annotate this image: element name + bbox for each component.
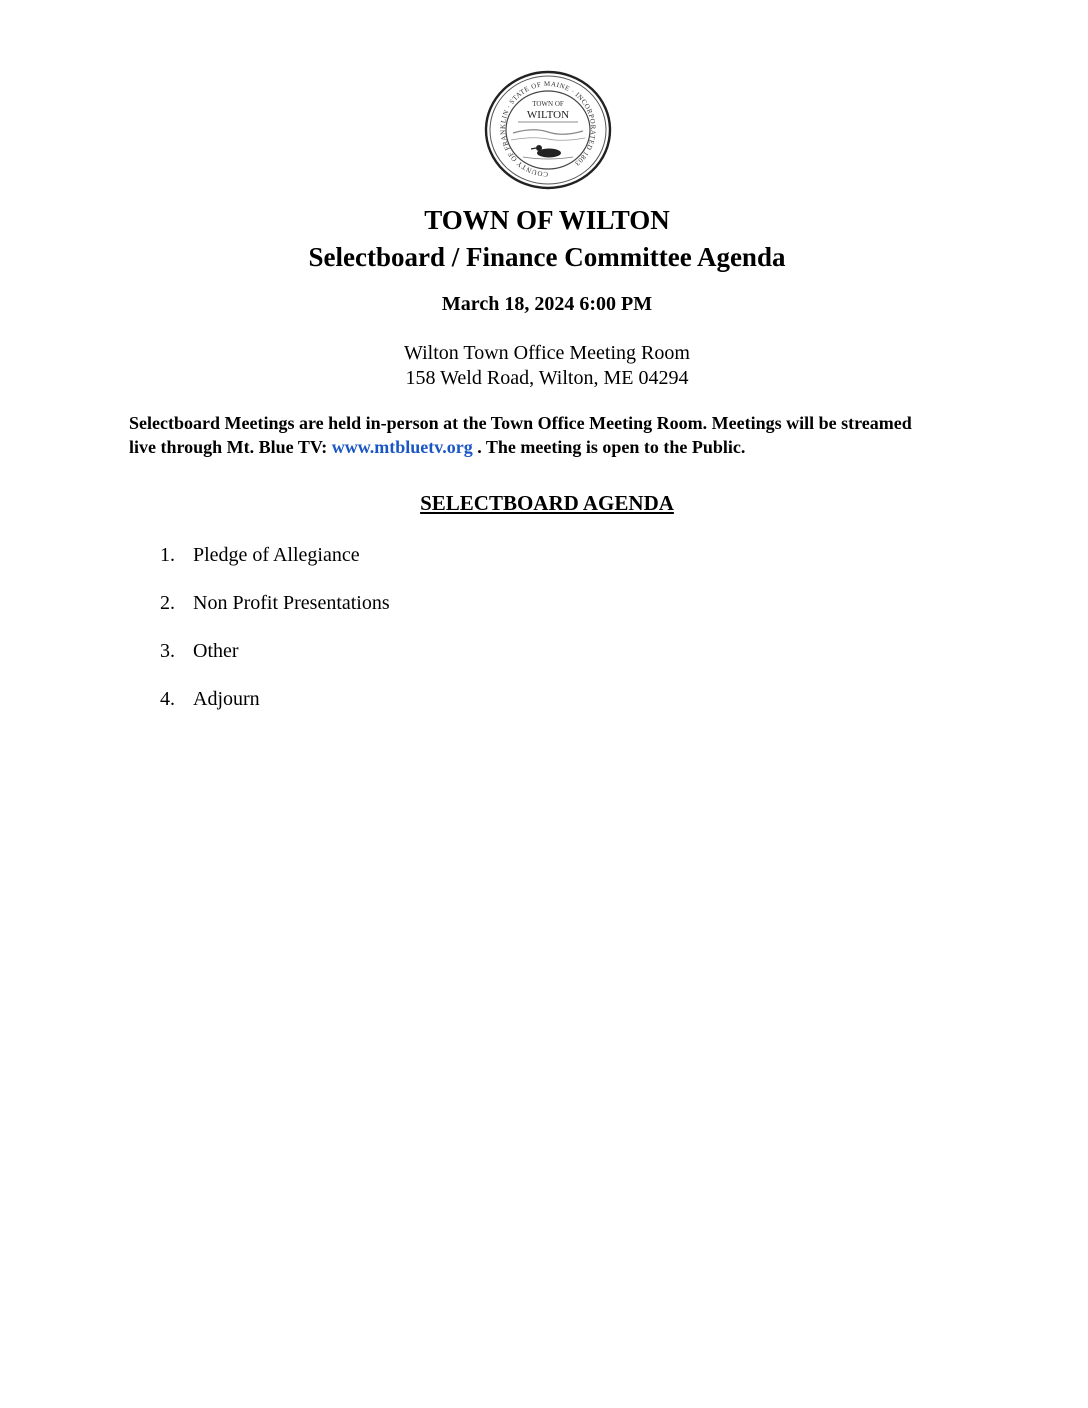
agenda-item bbox=[160, 638, 390, 686]
agenda-item-label: Non Profit Presentations bbox=[193, 592, 390, 614]
notice-text-after: . The meeting is open to the Public. bbox=[472, 437, 746, 457]
agenda-subtitle: Selectboard / Finance Committee Agenda bbox=[308, 242, 786, 272]
agenda-item bbox=[160, 686, 390, 734]
location-line-2: 158 Weld Road, Wilton, ME 04294 bbox=[405, 367, 689, 389]
location-line-1: Wilton Town Office Meeting Room bbox=[404, 342, 690, 364]
agenda-item-number: 4. bbox=[160, 688, 175, 710]
notice-text-before: Selectboard Meetings are held in-person at the Town Office Meeting Room. Meetings will be streamed live through Mt. Blue TV: bbox=[129, 413, 912, 457]
agenda-item-label: Adjourn bbox=[193, 688, 260, 710]
seal-ring-text: COUNTY OF FRANKLIN · STATE OF MAINE · INCORPORATED 1803 bbox=[498, 79, 598, 179]
seal-center-name: WILTON bbox=[526, 109, 570, 121]
seal-center-top: TOWN OF bbox=[532, 100, 564, 108]
meeting-location bbox=[0, 341, 1088, 391]
agenda-item bbox=[160, 590, 390, 638]
mtbluetv-link[interactable]: www.mtbluetv.org bbox=[331, 437, 473, 457]
agenda-item bbox=[160, 542, 390, 590]
meeting-notice bbox=[129, 411, 929, 459]
page-title: TOWN OF WILTON bbox=[424, 205, 670, 235]
agenda-item-number: 1. bbox=[160, 544, 175, 566]
meeting-datetime: March 18, 2024 6:00 PM bbox=[441, 293, 653, 315]
agenda-item-number: 2. bbox=[160, 592, 175, 614]
agenda-item-label: Pledge of Allegiance bbox=[193, 544, 360, 566]
agenda-item-label: Other bbox=[193, 640, 239, 662]
agenda-heading: SELECTBOARD AGENDA bbox=[420, 491, 674, 515]
agenda-item-number: 3. bbox=[160, 640, 175, 662]
agenda-list bbox=[160, 542, 390, 734]
town-seal-logo bbox=[483, 70, 613, 190]
